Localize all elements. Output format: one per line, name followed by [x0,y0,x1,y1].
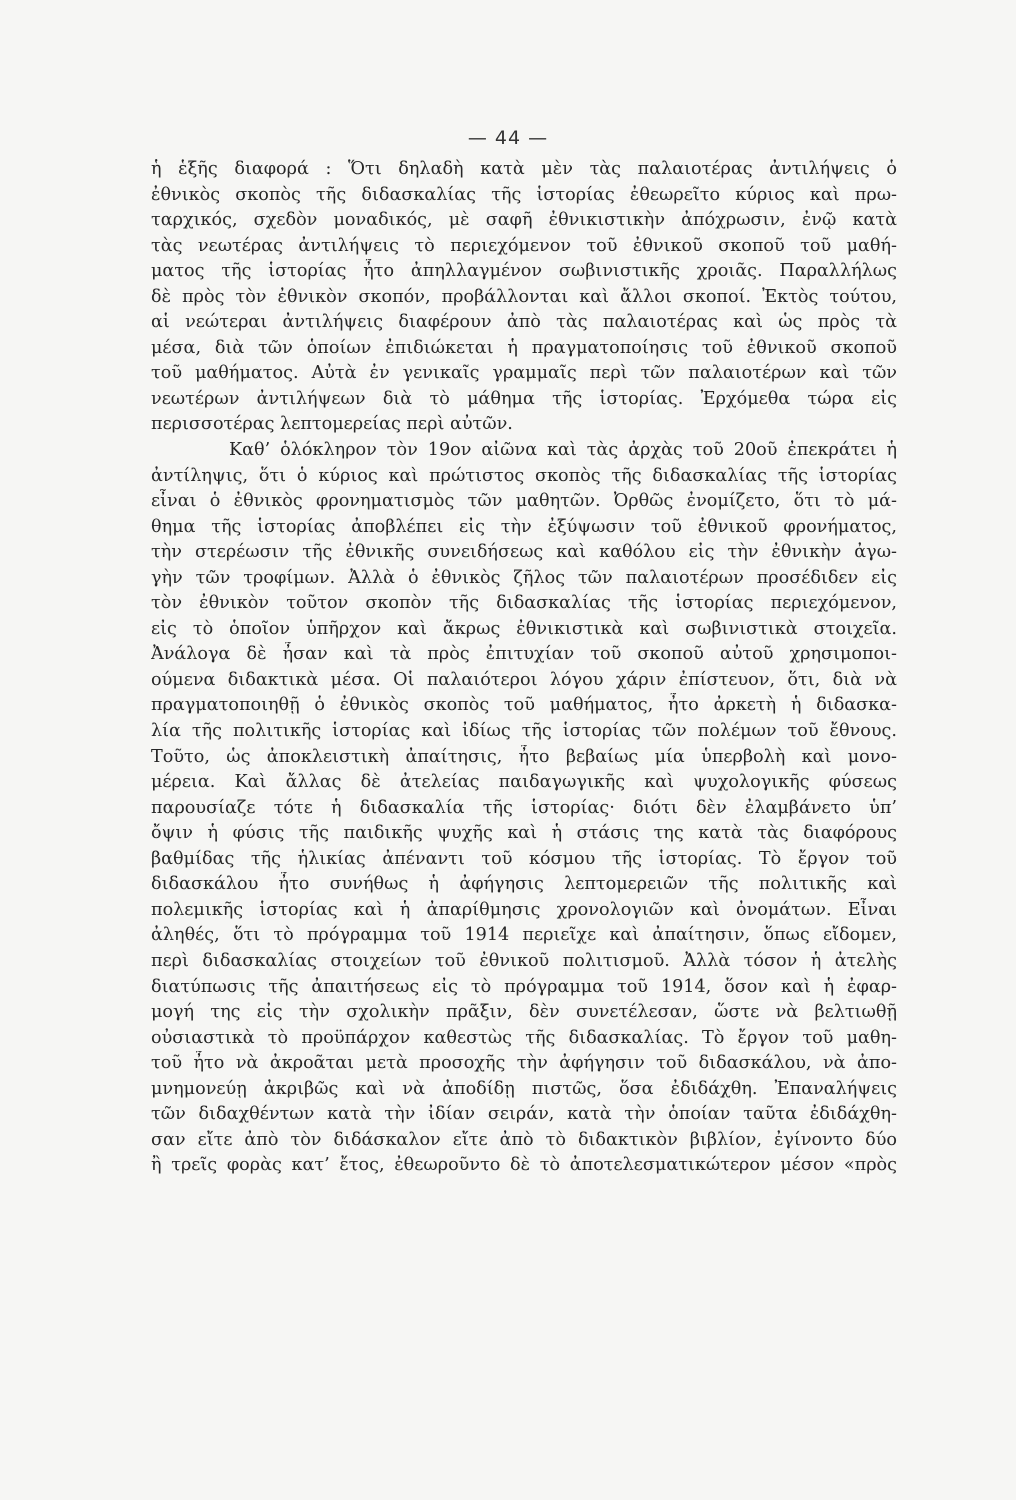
text-line: πολεμικῆς ἱστορίας καὶ ἡ ἀπαρίθμησις χρονολογιῶν καὶ ὀνομάτων. Εἶναι [151,899,897,920]
text-line: τῶν διδαχθέντων κατὰ τὴν ἰδίαν σειράν, κατὰ τὴν ὁποίαν ταῦτα ἐδιδάχθη- [151,1104,897,1125]
text-line: διδασκάλου ἦτο συνήθως ἡ ἀφήγησις λεπτομερειῶν τῆς πολιτικῆς καὶ [151,874,897,895]
text-line: Ἀνάλογα δὲ ἦσαν καὶ τὰ πρὸς ἐπιτυχίαν τοῦ σκοποῦ αὐτοῦ χρησιμοποι- [151,644,897,665]
text-line: διατύπωσις τῆς ἀπαιτήσεως εἰς τὸ πρόγραμμα τοῦ 1914, ὅσον καὶ ἡ ἐφαρ- [151,976,897,997]
text-line: μέρεια. Καὶ ἄλλας δὲ ἀτελείας παιδαγωγικῆς καὶ ψυχολογικῆς φύσεως [151,772,897,793]
text-line: μογή της εἰς τὴν σχολικὴν πρᾶξιν, δὲν συνετέλεσαν, ὥστε νὰ βελτιωθῇ [151,1002,897,1023]
text-line: περισσοτέρας λεπτομερείας περὶ αὐτῶν. [151,414,513,435]
text-line: εἶναι ὁ ἐθνικὸς φρονηματισμὸς τῶν μαθητῶν. Ὀρθῶς ἐνομίζετο, ὅτι τὸ μά- [151,491,897,512]
text-line: ταρχικός, σχεδὸν μοναδικός, μὲ σαφῆ ἐθνικιστικὴν ἀπόχρωσιν, ἐνῷ κατὰ [151,210,897,231]
text-line: αἱ νεώτεραι ἀντιλήψεις διαφέρουν ἀπὸ τὰς παλαιοτέρας καὶ ὡς πρὸς τὰ [151,312,897,333]
text-line: πραγματοποιηθῇ ὁ ἐθνικὸς σκοπὸς τοῦ μαθήματος, ἦτο ἀρκετὴ ἡ διδασκα- [151,695,897,716]
text-line: ματος τῆς ἱστορίας ἦτο ἀπηλλαγμένον σωβινιστικῆς χροιᾶς. Παραλλήλως [151,261,897,282]
text-line: ὄψιν ἡ φύσις τῆς παιδικῆς ψυχῆς καὶ ἡ στάσις της κατὰ τὰς διαφόρους [151,823,897,844]
text-line: ἢ τρεῖς φορὰς κατ’ ἔτος, ἐθεωροῦντο δὲ τὸ ἀποτελεσματικώτερον μέσον «πρὸς [151,1155,897,1176]
text-line: τὸν ἐθνικὸν τοῦτον σκοπὸν τῆς διδασκαλίας τῆς ἱστορίας περιεχόμενον, [151,593,897,614]
page-number: — 44 — [467,127,549,149]
text-line: τοῦ ἦτο νὰ ἀκροᾶται μετὰ προσοχῆς τὴν ἀφήγησιν τοῦ διδασκάλου, νὰ ἀπο- [151,1053,897,1074]
text-line: ἀληθές, ὅτι τὸ πρόγραμμα τοῦ 1914 περιεῖχε καὶ ἀπαίτησιν, ὅπως εἴδομεν, [151,925,897,946]
text-line: γὴν τῶν τροφίμων. Ἀλλὰ ὁ ἐθνικὸς ζῆλος τῶν παλαιοτέρων προσέδιδεν εἰς [151,567,897,588]
text-line: τὰς νεωτέρας ἀντιλήψεις τὸ περιεχόμενον τοῦ ἐθνικοῦ σκοποῦ τοῦ μαθή- [151,235,897,256]
text-line: Καθ’ ὁλόκληρον τὸν 19ον αἰῶνα καὶ τὰς ἀρχὰς τοῦ 20οῦ ἐπεκράτει ἡ [229,440,897,461]
text-line: τὴν στερέωσιν τῆς ἐθνικῆς συνειδήσεως καὶ καθόλου εἰς τὴν ἐθνικὴν ἀγω- [151,542,897,563]
text-line: θημα τῆς ἱστορίας ἀποβλέπει εἰς τὴν ἐξύψωσιν τοῦ ἐθνικοῦ φρονήματος, [151,516,897,537]
text-line: ούμενα διδακτικὰ μέσα. Οἱ παλαιότεροι λόγου χάριν ἐπίστευον, ὅτι, διὰ νὰ [151,669,897,690]
text-line: ἡ ἑξῆς διαφορά : Ὅτι δηλαδὴ κατὰ μὲν τὰς παλαιοτέρας ἀντιλήψεις ὁ [151,159,897,179]
body-text [151,157,897,1179]
text-line: βαθμίδας τῆς ἡλικίας ἀπέναντι τοῦ κόσμου τῆς ἱστορίας. Τὸ ἔργον τοῦ [151,848,897,869]
text-line: ἐθνικὸς σκοπὸς τῆς διδασκαλίας τῆς ἱστορίας ἐθεωρεῖτο κύριος καὶ πρω- [151,184,897,205]
text-line: μνημονεύῃ ἀκριβῶς καὶ νὰ ἀποδίδῃ πιστῶς, ὅσα ἐδιδάχθη. Ἐπαναλήψεις [151,1078,897,1099]
text-line: σαν εἴτε ἀπὸ τὸν διδάσκαλον εἴτε ἀπὸ τὸ διδακτικὸν βιβλίον, ἐγίνοντο δύο [151,1129,897,1150]
text-line: δὲ πρὸς τὸν ἐθνικὸν σκοπόν, προβάλλονται καὶ ἄλλοι σκοποί. Ἐκτὸς τούτου, [151,286,897,307]
text-line: περὶ διδασκαλίας στοιχείων τοῦ ἐθνικοῦ πολιτισμοῦ. Ἀλλὰ τόσον ἡ ἀτελὴς [151,950,897,971]
text-line: ἀντίληψις, ὅτι ὁ κύριος καὶ πρώτιστος σκοπὸς τῆς διδασκαλίας τῆς ἱστορίας [151,465,897,486]
text-line: παρουσίαζε τότε ἡ διδασκαλία τῆς ἱστορίας· διότι δὲν ἐλαμβάνετο ὑπ’ [151,797,897,818]
text-line: Τοῦτο, ὡς ἀποκλειστικὴ ἀπαίτησις, ἦτο βεβαίως μία ὑπερβολὴ καὶ μονο- [151,746,897,767]
text-line: τοῦ μαθήματος. Αὐτὰ ἐν γενικαῖς γραμμαῖς περὶ τῶν παλαιοτέρων καὶ τῶν [151,363,897,384]
text-line: νεωτέρων ἀντιλήψεων διὰ τὸ μάθημα τῆς ἱστορίας. Ἐρχόμεθα τώρα εἰς [151,388,897,409]
text-line: λία τῆς πολιτικῆς ἱστορίας καὶ ἰδίως τῆς ἱστορίας τῶν πολέμων τοῦ ἔθνους. [151,721,897,742]
text-line: εἰς τὸ ὁποῖον ὑπῆρχον καὶ ἄκρως ἐθνικιστικὰ καὶ σωβινιστικὰ στοιχεῖα. [151,618,897,639]
text-line: οὐσιαστικὰ τὸ προϋπάρχον καθεστὼς τῆς διδασκαλίας. Τὸ ἔργον τοῦ μαθη- [151,1027,897,1048]
text-line: μέσα, διὰ τῶν ὁποίων ἐπιδιώκεται ἡ πραγματοποίησις τοῦ ἐθνικοῦ σκοποῦ [151,337,897,358]
